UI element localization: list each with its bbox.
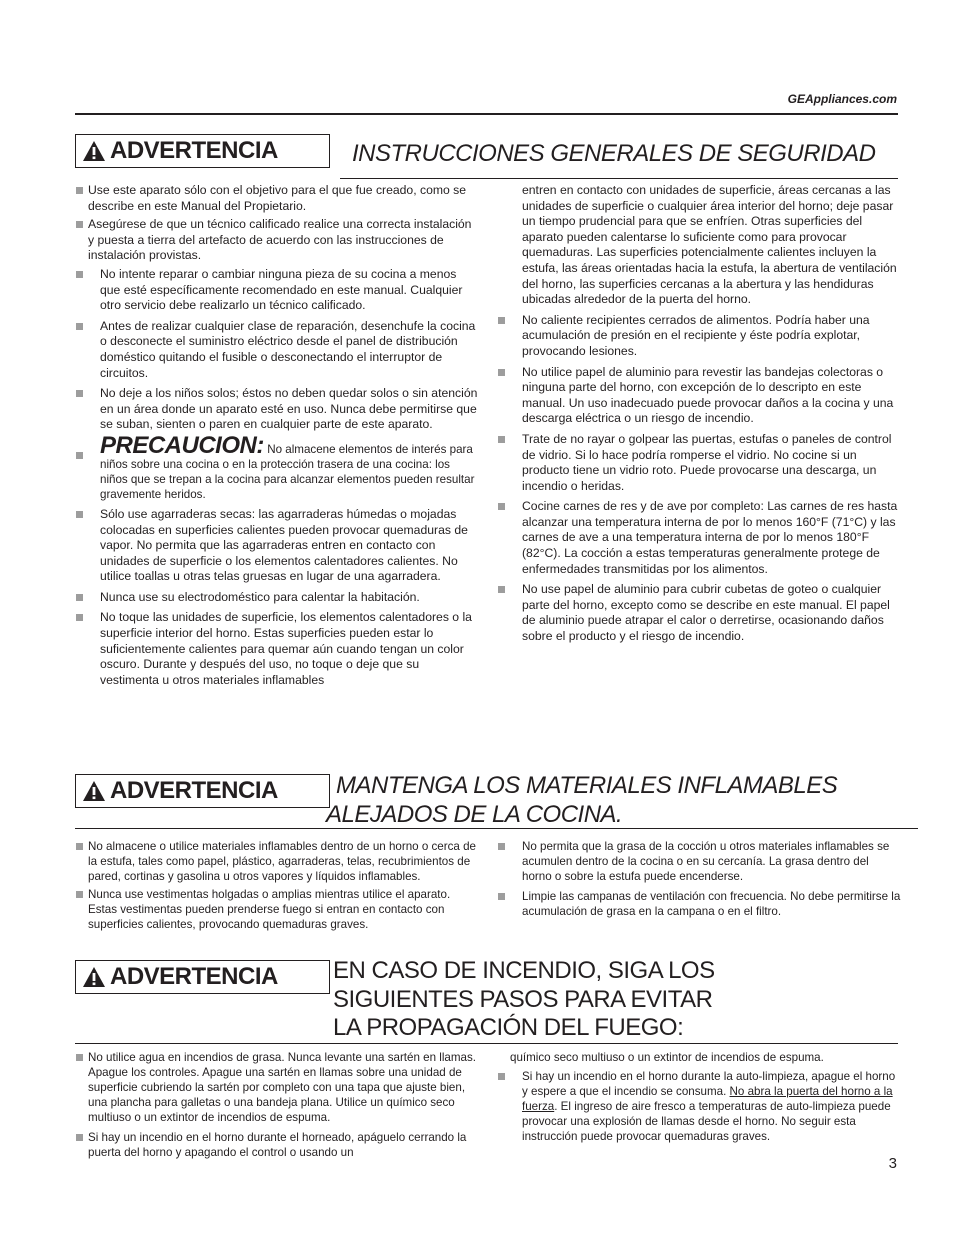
warning-box xyxy=(75,134,330,168)
list-item: No almacene o utilice materiales inflamables dentro de un horno o cerca de la estufa, tales como papel, plástico, agarraderas, telas, recubrimientos de pared, cortinas y gasolina u otros vapores y líquidos inflamables. xyxy=(75,839,480,884)
list-item: No caliente recipientes cerrados de alimentos. Podría haber una acumulación de presión en el recipiente y éste podría explotar, provocando lesiones. xyxy=(497,313,901,360)
page-number: 3 xyxy=(888,1155,897,1172)
section-title xyxy=(333,957,715,1043)
list-item: Nunca use su electrodoméstico para calentar la habitación. xyxy=(75,590,478,606)
section-title: INSTRUCCIONES GENERALES DE SEGURIDAD xyxy=(352,140,876,167)
list-item: Cocine carnes de res y de ave por completo: Las carnes de res hasta alcanzar una temperatura interna de por lo menos 160°F (71°C) y las carnes de ave a una temperatura interna de por lo menos 180°F (82°C). La cocción a estas temperaturas generalmente protege de enfermedades transmitidas por los alimentos. xyxy=(497,499,901,577)
warning-label: ADVERTENCIA xyxy=(110,963,278,990)
list-item-continued: entren en contacto con unidades de superficie, áreas cercanas a las unidades de superficie o cualquier área interior del horno; deje pasar un tiempo prudencial para que se enfríen. Otras superficies del aparato pueden calentarse lo suficiente como para provocar quemaduras. Las superficies potencialmente calientes incluyen la estufa, las áreas orientadas hacia la estufa, la abertura de ventilación del horno, las superficies cercanas a la abertura y las hendiduras ubicadas alrededor de la puerta del horno. xyxy=(522,183,897,307)
list-item: Nunca use vestimentas holgadas o amplias mientras utilice el aparato. Estas vestimentas pueden prenderse fuego si entran en contacto con superficies calientes, provocando quemaduras graves. xyxy=(75,887,480,932)
section-title-line: EN CASO DE INCENDIO, SIGA LOS xyxy=(333,957,715,984)
site-url: GEAppliances.com xyxy=(787,92,897,106)
top-rule xyxy=(75,113,898,115)
list-item: Limpie las campanas de ventilación con frecuencia. No debe permitirse la acumulación de grasa en la campana o en el filtro. xyxy=(497,889,901,919)
list-item: No use papel de aluminio para cubrir cubetas de goteo o cualquier parte del horno, excepto como se describe en este manual. El papel de aluminio puede atrapar el calor o derretirse, ocasionando daños sobre el producto y el riesgo de incendio. xyxy=(497,582,901,644)
list-item: Antes de realizar cualquier clase de reparación, desenchufe la cocina o desconecte el suministro eléctrico desde el panel de distribución doméstico quitando el fusible o desconectando el interruptor de circuitos. xyxy=(75,319,478,381)
section-title-line: SIGUIENTES PASOS PARA EVITAR xyxy=(333,985,713,1013)
list-item: No intente reparar o cambiar ninguna pieza de su cocina a menos que esté específicamente recomendado en este manual. Cualquier otro servicio debe realizarlo un técnico calificado. xyxy=(75,267,478,314)
list-item: No permita que la grasa de la cocción u otros materiales inflamables se acumulen dentro de la cocina o en su cercanía. La grasa dentro del horno o sobre la estufa puede encenderse. xyxy=(497,839,901,884)
precaution-label: PRECAUCION: xyxy=(100,431,264,459)
section2-right-column xyxy=(497,839,901,924)
title-rule xyxy=(75,828,918,829)
list-item: Use este aparato sólo con el objetivo para el que fue creado, como se describe en este Manual del Propietario. xyxy=(75,183,478,214)
list-item: Trate de no rayar o golpear las puertas, estufas o paneles de control de vidrio. Si lo hace podría romperse el vidrio. No cocine si un producto tiene un vidrio roto. Puede provocarse una descarga, un incendio o heridas. xyxy=(497,432,901,494)
section3-left-column xyxy=(75,1050,480,1163)
warning-label: ADVERTENCIA xyxy=(110,777,278,804)
list-item: No utilice papel de aluminio para revestir las bandejas colectoras o ninguna parte del horno, con excepción de lo descripto en este manual. Un uso inadecuado puede provocar daños a la cocina y una descarga eléctrica o un riesgo de incendio. xyxy=(497,365,901,427)
warning-box xyxy=(75,960,330,994)
warning-label: ADVERTENCIA xyxy=(110,137,278,164)
warning-box xyxy=(75,774,330,808)
list-item: Asegúrese de que un técnico calificado realice una correcta instalación y puesta a tierra del artefacto de acuerdo con las instrucciones de instalación provistas. xyxy=(75,217,478,264)
section-title-line: ALEJADOS DE LA COCINA. xyxy=(326,801,623,828)
section-title-line: MANTENGA LOS MATERIALES INFLAMABLES xyxy=(336,772,838,799)
title-rule xyxy=(75,1043,898,1044)
list-item: Si hay un incendio en el horno durante la auto-limpieza, apague el horno y espere a que el incendio se consuma. No abra la puerta del horno a la fuerza. El ingreso de aire fresco a temperaturas de auto-limpieza puede provocar una explosión de llamas desde el horno. No seguir esta instrucción puede provocar quemaduras graves. xyxy=(497,1069,897,1144)
section3-right-column xyxy=(497,1050,897,1149)
section-title xyxy=(326,771,837,829)
underlined-warning: No abra la puerta del horno a la fuerza xyxy=(522,1085,893,1113)
list-item: No toque las unidades de superficie, los elementos calentadores o la superficie interior del horno. Estas superficies pueden estar lo suficientemente calientes para quemar aún cuando tengan un color oscuro. Durante y después del uso, no toque o deje que su vestimenta u otros materiales inflamables xyxy=(75,610,478,688)
list-item: Si hay un incendio en el horno durante el horneado, apáguelo cerrando la puerta del horno y apagando el control o usando un xyxy=(75,1130,480,1160)
warning-triangle-icon xyxy=(82,140,106,162)
section-title-line: LA PROPAGACIÓN DEL FUEGO: xyxy=(333,1014,684,1041)
list-item: No deje a los niños solos; éstos no deben quedar solos o sin atención en un área donde un aparato esté en uso. Nunca debe permitirse que se suban, sienten o paren en cualquier parte de este aparato. xyxy=(75,386,478,433)
warning-triangle-icon xyxy=(82,780,106,802)
section1-left-column xyxy=(75,183,478,693)
title-rule xyxy=(340,178,898,179)
warning-triangle-icon xyxy=(82,966,106,988)
section2-left-column xyxy=(75,839,480,935)
list-item: Sólo use agarraderas secas: las agarraderas húmedas o mojadas colocadas en superficies calientes pueden provocar quemaduras de vapor. No permita que las agarraderas entren en contacto con unidades de superficie o los elementos calentadores calientes. No utilice toallas u otras telas gruesas en lugar de una agarradera. xyxy=(75,507,478,585)
list-item-continued: químico seco multiuso o un extintor de incendios de espuma. xyxy=(510,1051,824,1064)
list-item: No utilice agua en incendios de grasa. Nunca levante una sartén en llamas. Apague los controles. Apague una sartén en llamas sobre una unidad de superficie cubriendo la sartén por completo con una tapa que ajuste bien, una plancha para galletas o una bandeja plana. Utilice un químico seco multiuso o un extintor de incendios de espuma. xyxy=(75,1050,480,1125)
precaution-item: PRECAUCION: No almacene elementos de interés para niños sobre una cocina o en la protección trasera de una cocina: los niños que se trepan a la cocina para alcanzar elementos pueden resultar gravemente heridos. xyxy=(75,438,478,502)
section1-right-column xyxy=(497,183,901,650)
